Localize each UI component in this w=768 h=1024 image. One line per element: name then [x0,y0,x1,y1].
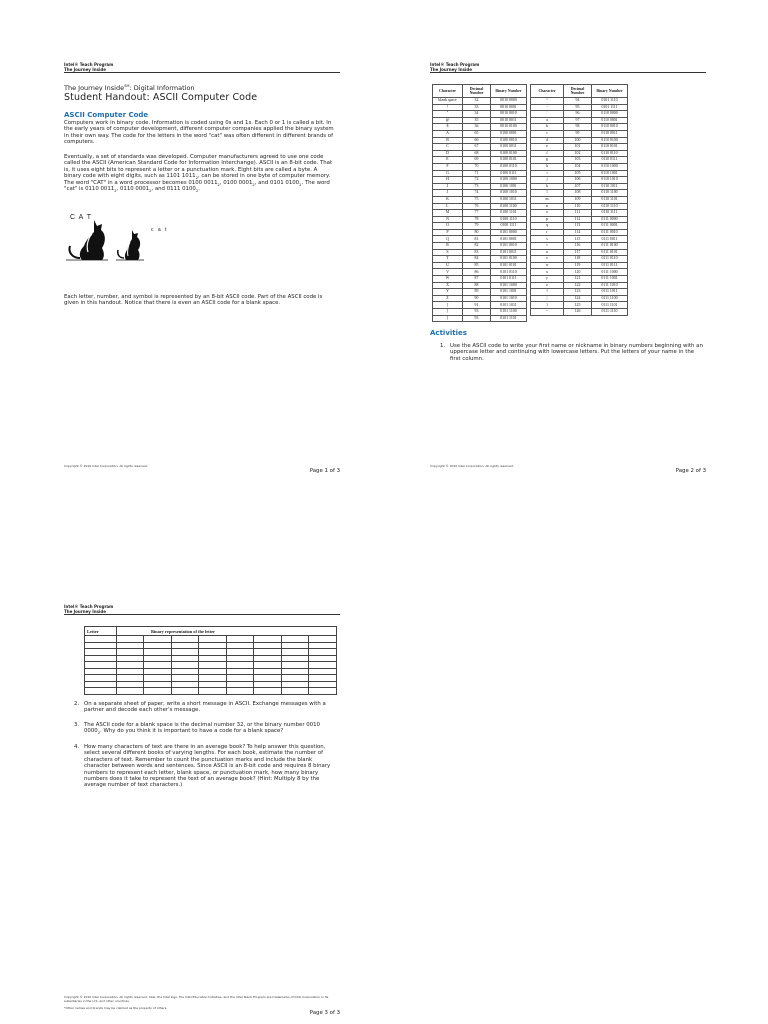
table-cell: - [531,104,564,111]
table-cell: 90 [463,295,491,302]
table-row [433,289,628,296]
table-cell: 0100 0110 [491,163,527,170]
copyright-footer: Copyright © 2010 Intel Corporation. All rights reserved. Intel, the Intel logo, the Intel Education Initiative, and the Intel Teach Program are trademarks of Intel Corporation or its subsidiaries in the U.S. and other countries. [64,995,329,1003]
table-cell: 75 [463,196,491,203]
table-cell: 0101 0110 [491,269,527,276]
table-cell: 0111 0111 [592,262,628,269]
table-cell: 102 [564,150,592,157]
table-cell: 115 [564,236,592,243]
table-cell: Q [433,236,463,243]
table-cell: X [433,282,463,289]
table-row [433,229,628,236]
table-cell: ] [433,309,463,316]
table-cell: r [531,229,564,236]
program-name: Intel® Teach Program [64,604,114,609]
page-number: Page 3 of 3 [309,1010,340,1016]
table-cell: T [433,256,463,263]
table-row [433,282,628,289]
table-cell: o [531,210,564,217]
table-cell: 34 [463,111,491,118]
table-row [433,302,628,309]
table-cell: 0111 0001 [592,223,628,230]
table-cell: 0100 0010 [491,137,527,144]
table-row [433,256,628,263]
table-cell: t [531,243,564,250]
table-cell: 94 [564,98,592,105]
table-cell: 93 [463,309,491,316]
table-cell: 0101 1100 [491,309,527,316]
table-cell: 107 [564,183,592,190]
table-cell: 0101 1101 [491,315,527,322]
table-cell: 79 [463,223,491,230]
table-cell: 0101 0001 [491,236,527,243]
table-cell: @ [433,117,463,124]
table-cell: 0110 0001 [592,117,628,124]
table-cell: b [531,124,564,131]
table-row [433,243,628,250]
activity-1-text: Use the ASCII code to write your first name or nickname in binary numbers beginning with an uppercase letter and continuing with lowercase letters. Put the letters of your name in the first column. [450,343,703,362]
table-cell: 97 [564,117,592,124]
table-cell: 0100 1111 [491,223,527,230]
table-cell: f [531,150,564,157]
table-row [433,124,628,131]
activities-heading: Activities [430,329,467,337]
program-name: Intel® Teach Program [430,62,480,67]
bit-cell [226,688,253,695]
table-row [433,144,628,151]
table-row [85,688,337,695]
table-cell: 122 [564,282,592,289]
column-header: Binary representation of the letter [117,627,337,636]
column-header: Decimal Number [463,85,491,98]
table-cell: 0111 0100 [592,243,628,250]
table-cell: 114 [564,229,592,236]
table-row [433,276,628,283]
table-cell: 78 [463,216,491,223]
table-cell: 0100 1011 [491,196,527,203]
table-row [433,262,628,269]
table-cell: 0110 1001 [592,170,628,177]
table-cell: 0110 1111 [592,210,628,217]
table-cell: ~ [531,309,564,316]
table-cell: 0100 0100 [491,150,527,157]
table-cell: 0100 1101 [491,210,527,217]
table-cell: S [433,249,463,256]
table-cell: N [433,216,463,223]
table-cell: J [433,190,463,197]
table-cell: 109 [564,196,592,203]
table-row [433,117,628,124]
table-cell: 124 [564,295,592,302]
table-cell: 87 [463,276,491,283]
table-cell: ! [433,104,463,111]
table-cell: 0111 1100 [592,295,628,302]
table-row [433,315,628,322]
page-1 [64,62,340,482]
table-cell: 68 [463,150,491,157]
table-cell: 0110 0000 [592,111,628,118]
table-cell: y [531,276,564,283]
course-name: The Journey Inside [64,67,106,72]
table-cell: 117 [564,249,592,256]
course-name: The Journey Inside [430,67,472,72]
table-cell: I [433,183,463,190]
table-cell: 69 [463,157,491,164]
table-cell: Z [433,295,463,302]
table-cell: 119 [564,262,592,269]
activity-number: 3. [74,722,80,728]
table-cell: 95 [564,104,592,111]
table-cell: n [531,203,564,210]
table-row [433,196,628,203]
table-cell: 0111 1011 [592,289,628,296]
page-number: Page 1 of 3 [309,468,340,474]
table-cell: 76 [463,203,491,210]
table-cell: 103 [564,157,592,164]
column-header: Decimal Number [564,85,592,98]
table-cell: 0110 0011 [592,130,628,137]
table-cell: 85 [463,262,491,269]
activity-2-text: On a separate sheet of paper, write a short message in ASCII. Exchange messages with a partner and decode each other's message. [84,701,326,714]
table-cell: 0010 0001 [491,104,527,111]
table-cell: 0111 0101 [592,249,628,256]
table-row [433,177,628,184]
table-row [433,210,628,217]
table-row [433,137,628,144]
table-row [433,170,628,177]
paragraph-2: Eventually, a set of standards was developed. Computer manufacturers agreed to use one code called the ASCII (American Standard Code for Information Interchange). ASCII is an 8-bit code. That is, it uses eight bits to represent a letter or a punctuation mark. Eight bits are called a byte. A binary code with eight digits, such as 1101 $1011_2$, can be stored in one byte of computer memory. The word "CAT" in a word processor becomes 0100 $0011_2$, 0100 $0001_2$, and 0101 $0100_2$. The word "cat" is 0110 $0011_2$, 0110 $0001_2$, and 0111 $0100_2$. [64,154,333,194]
bit-cell [199,688,226,695]
table-cell: B [433,137,463,144]
table-cell: j [531,177,564,184]
table-cell: 96 [564,111,592,118]
page-title: Student Handout: ASCII Computer Code [64,92,258,103]
table-cell: 105 [564,170,592,177]
page-header [64,62,340,73]
table-cell: 70 [463,163,491,170]
table-cell: 0101 1010 [491,295,527,302]
table-cell: 0101 0010 [491,243,527,250]
table-cell: 0100 1001 [491,183,527,190]
table-row [433,130,628,137]
trademark-footer: *Other names and brands may be claimed as the property of others. [64,1006,168,1010]
table-cell: { [531,289,564,296]
table-row [433,190,628,197]
table-cell: ^ [531,98,564,105]
table-cell: 0101 1111 [592,104,628,111]
table-row [433,183,628,190]
table-cell: d [531,137,564,144]
cat-lowercase-label: c a t [151,227,168,233]
table-cell: 66 [463,137,491,144]
table-cell: 104 [564,163,592,170]
table-cell: K [433,196,463,203]
activity-number: 1. [440,343,446,349]
page-header [430,62,706,73]
bit-cell [281,688,308,695]
column-header: Character [433,85,463,98]
table-cell: 116 [564,243,592,250]
table-cell: 80 [463,229,491,236]
table-cell: 101 [564,144,592,151]
table-cell: 0110 0110 [592,150,628,157]
table-cell: c [531,130,564,137]
course-name: The Journey Inside [64,609,106,614]
table-cell: a [531,117,564,124]
table-cell: l [531,190,564,197]
table-cell: 86 [463,269,491,276]
table-cell: 108 [564,190,592,197]
table-cell: } [531,302,564,309]
table-cell: 120 [564,269,592,276]
activity-number: 2. [74,701,80,707]
table-cell: 0110 0100 [592,137,628,144]
table-cell: 0101 0111 [491,276,527,283]
table-row [433,295,628,302]
table-cell: 113 [564,223,592,230]
table-cell: 0100 1100 [491,203,527,210]
column-header: Binary Number [592,85,628,98]
table-cell: 0010 0100 [491,124,527,131]
table-row [433,223,628,230]
table-cell: 0111 1010 [592,282,628,289]
table-cell: 83 [463,249,491,256]
table-cell: 0101 0011 [491,249,527,256]
table-cell: 99 [564,130,592,137]
table-cell: 121 [564,276,592,283]
table-cell: M [433,210,463,217]
table-cell: 0111 0011 [592,236,628,243]
table-cell: 0101 0100 [491,256,527,263]
table-cell: 126 [564,309,592,316]
table-cell: k [531,183,564,190]
table-cell: E [433,157,463,164]
table-cell: 98 [564,124,592,131]
table-header-row [433,85,628,98]
table-cell: 123 [564,289,592,296]
table-cell: ` [531,111,564,118]
table-cell: 82 [463,243,491,250]
table-cell: blank space [433,98,463,105]
table-header-row [85,627,337,636]
letter-cell [85,688,117,695]
table-cell: 71 [463,170,491,177]
table-row [433,236,628,243]
table-cell: 0110 1000 [592,163,628,170]
table-cell: 0100 0101 [491,157,527,164]
table-row [433,203,628,210]
table-cell: 65 [463,130,491,137]
table-cell: 91 [463,302,491,309]
table-row [433,104,628,111]
table-cell: 118 [564,256,592,263]
table-cell: z [531,282,564,289]
table-cell: 0110 1011 [592,183,628,190]
table-cell: W [433,276,463,283]
table-cell: h [531,163,564,170]
table-cell: [ [433,302,463,309]
table-cell: 67 [463,144,491,151]
table-row [433,111,628,118]
table-cell: 0111 0110 [592,256,628,263]
table-cell: 32 [463,98,491,105]
table-cell: 0111 0010 [592,229,628,236]
table-cell: 0101 1000 [491,282,527,289]
column-header: Binary Number [491,85,527,98]
paragraph-1: Computers work in binary code. Information is coded using 0s and 1s. Each 0 or 1 is called a bit. In the early years of computer development, different computer companies applied the binary system in their own way. The code for the letters in the word "cat" was often different in different brands of computers. [64,120,334,146]
activity-4-text: How many characters of text are there in an average book? To help answer this question, select several different books of varying lengths. For each book, estimate the number of characters of text. Remember to count the punctuation marks and include the blank character between words and sentences. Since ASCII is an 8-bit code and requires 8 binary numbers to represent each letter, blank space, or punctuation mark, how many binary numbers does it take to represent the text of an average book? (Hint: Multiply 8 by the average number of text characters.) [84,744,331,789]
table-cell: 0111 1001 [592,276,628,283]
table-cell: D [433,150,463,157]
cat-illustration [64,212,174,264]
table-cell: u [531,249,564,256]
copyright-footer: Copyright © 2010 Intel Corporation. All rights reserved. [64,464,148,468]
table-cell: 0100 0011 [491,144,527,151]
table-cell: 0110 1010 [592,177,628,184]
table-cell: 74 [463,190,491,197]
table-cell: H [433,177,463,184]
page-header [64,604,340,615]
table-cell: 0110 1101 [592,196,628,203]
table-cell: 110 [564,203,592,210]
table-cell: 0101 0101 [491,262,527,269]
table-row [433,269,628,276]
section-heading: ASCII Computer Code [64,111,149,119]
table-cell: 81 [463,236,491,243]
table-cell: m [531,196,564,203]
doc-subtitle: The Journey Inside℠: Digital Information [64,83,195,92]
table-row [433,309,628,316]
table-cell: 112 [564,216,592,223]
table-cell: 0100 1000 [491,177,527,184]
table-cell: 125 [564,302,592,309]
table-row [433,150,628,157]
table-cell: q [531,223,564,230]
table-cell: w [531,262,564,269]
table-cell: 0101 0000 [491,229,527,236]
column-header: Letter [85,627,117,636]
table-cell: 35 [463,117,491,124]
table-cell: 0110 1110 [592,203,628,210]
table-cell: R [433,243,463,250]
table-cell: 0111 1110 [592,309,628,316]
table-cell: 0100 0001 [491,130,527,137]
bit-cell [117,688,144,695]
table-cell: ] [433,315,463,322]
column-header: Character [531,85,564,98]
table-row [433,216,628,223]
table-cell: 93 [463,315,491,322]
bit-cell [309,688,337,695]
table-cell: 0010 0010 [491,111,527,118]
table-cell: v [531,256,564,263]
table-cell: V [433,269,463,276]
table-cell: | [531,295,564,302]
table-cell: $ [433,124,463,131]
table-cell: O [433,223,463,230]
table-cell: 33 [463,104,491,111]
table-cell: 106 [564,177,592,184]
table-cell: C [433,144,463,151]
table-row [433,98,628,105]
table-cell: x [531,269,564,276]
copyright-footer: Copyright © 2010 Intel Corporation. All rights reserved. [430,464,514,468]
table-cell: 0111 1000 [592,269,628,276]
table-row [433,249,628,256]
table-cell: Y [433,289,463,296]
activity-3-text: The ASCII code for a blank space is the decimal number 32, or the binary number 0010 $0000_2$. Why do you think it is important to have a code for a blank space? [84,722,320,736]
table-cell: 89 [463,289,491,296]
cat-uppercase-label: C A T [70,214,92,221]
ascii-code-table [432,84,628,322]
table-row [433,163,628,170]
table-cell: " [433,111,463,118]
table-cell: P [433,229,463,236]
table-cell: 88 [463,282,491,289]
table-row [433,157,628,164]
table-cell: 0100 1110 [491,216,527,223]
table-cell: F [433,163,463,170]
table-cell: i [531,170,564,177]
table-cell: 100 [564,137,592,144]
activity-number: 4. [74,744,80,750]
table-cell: 36 [463,124,491,131]
program-name: Intel® Teach Program [64,62,114,67]
page-3 [64,604,340,1024]
table-cell: 0010 0011 [491,117,527,124]
table-cell: 0010 0000 [491,98,527,105]
table-cell: 77 [463,210,491,217]
table-cell: 0100 1010 [491,190,527,197]
table-cell: 72 [463,177,491,184]
table-cell: 0110 1100 [592,190,628,197]
table-cell: e [531,144,564,151]
table-cell: 0111 0000 [592,216,628,223]
page-2 [430,62,706,482]
page-number: Page 2 of 3 [675,468,706,474]
table-cell: 0111 1101 [592,302,628,309]
table-cell: s [531,236,564,243]
bit-cell [144,688,171,695]
table-cell: 0101 1001 [491,289,527,296]
table-cell: 0100 0111 [491,170,527,177]
table-cell: 0110 0101 [592,144,628,151]
table-cell: 0101 1011 [491,302,527,309]
table-cell: 0110 0010 [592,124,628,131]
table-cell: A [433,130,463,137]
table-cell: p [531,216,564,223]
table-cell: 0101 1110 [592,98,628,105]
table-cell: L [433,203,463,210]
table-cell: g [531,157,564,164]
bit-cell [254,688,281,695]
table-cell: U [433,262,463,269]
table-cell: G [433,170,463,177]
table-cell: 0110 0111 [592,157,628,164]
table-cell: 73 [463,183,491,190]
table-cell: 84 [463,256,491,263]
paragraph-3: Each letter, number, and symbol is represented by an 8-bit ASCII code. Part of the ASCII code is given in this handout. Notice that there is even an ASCII code for a blank space. [64,294,323,307]
table-cell: 111 [564,210,592,217]
binary-worksheet-table [84,626,337,695]
bit-cell [171,688,198,695]
